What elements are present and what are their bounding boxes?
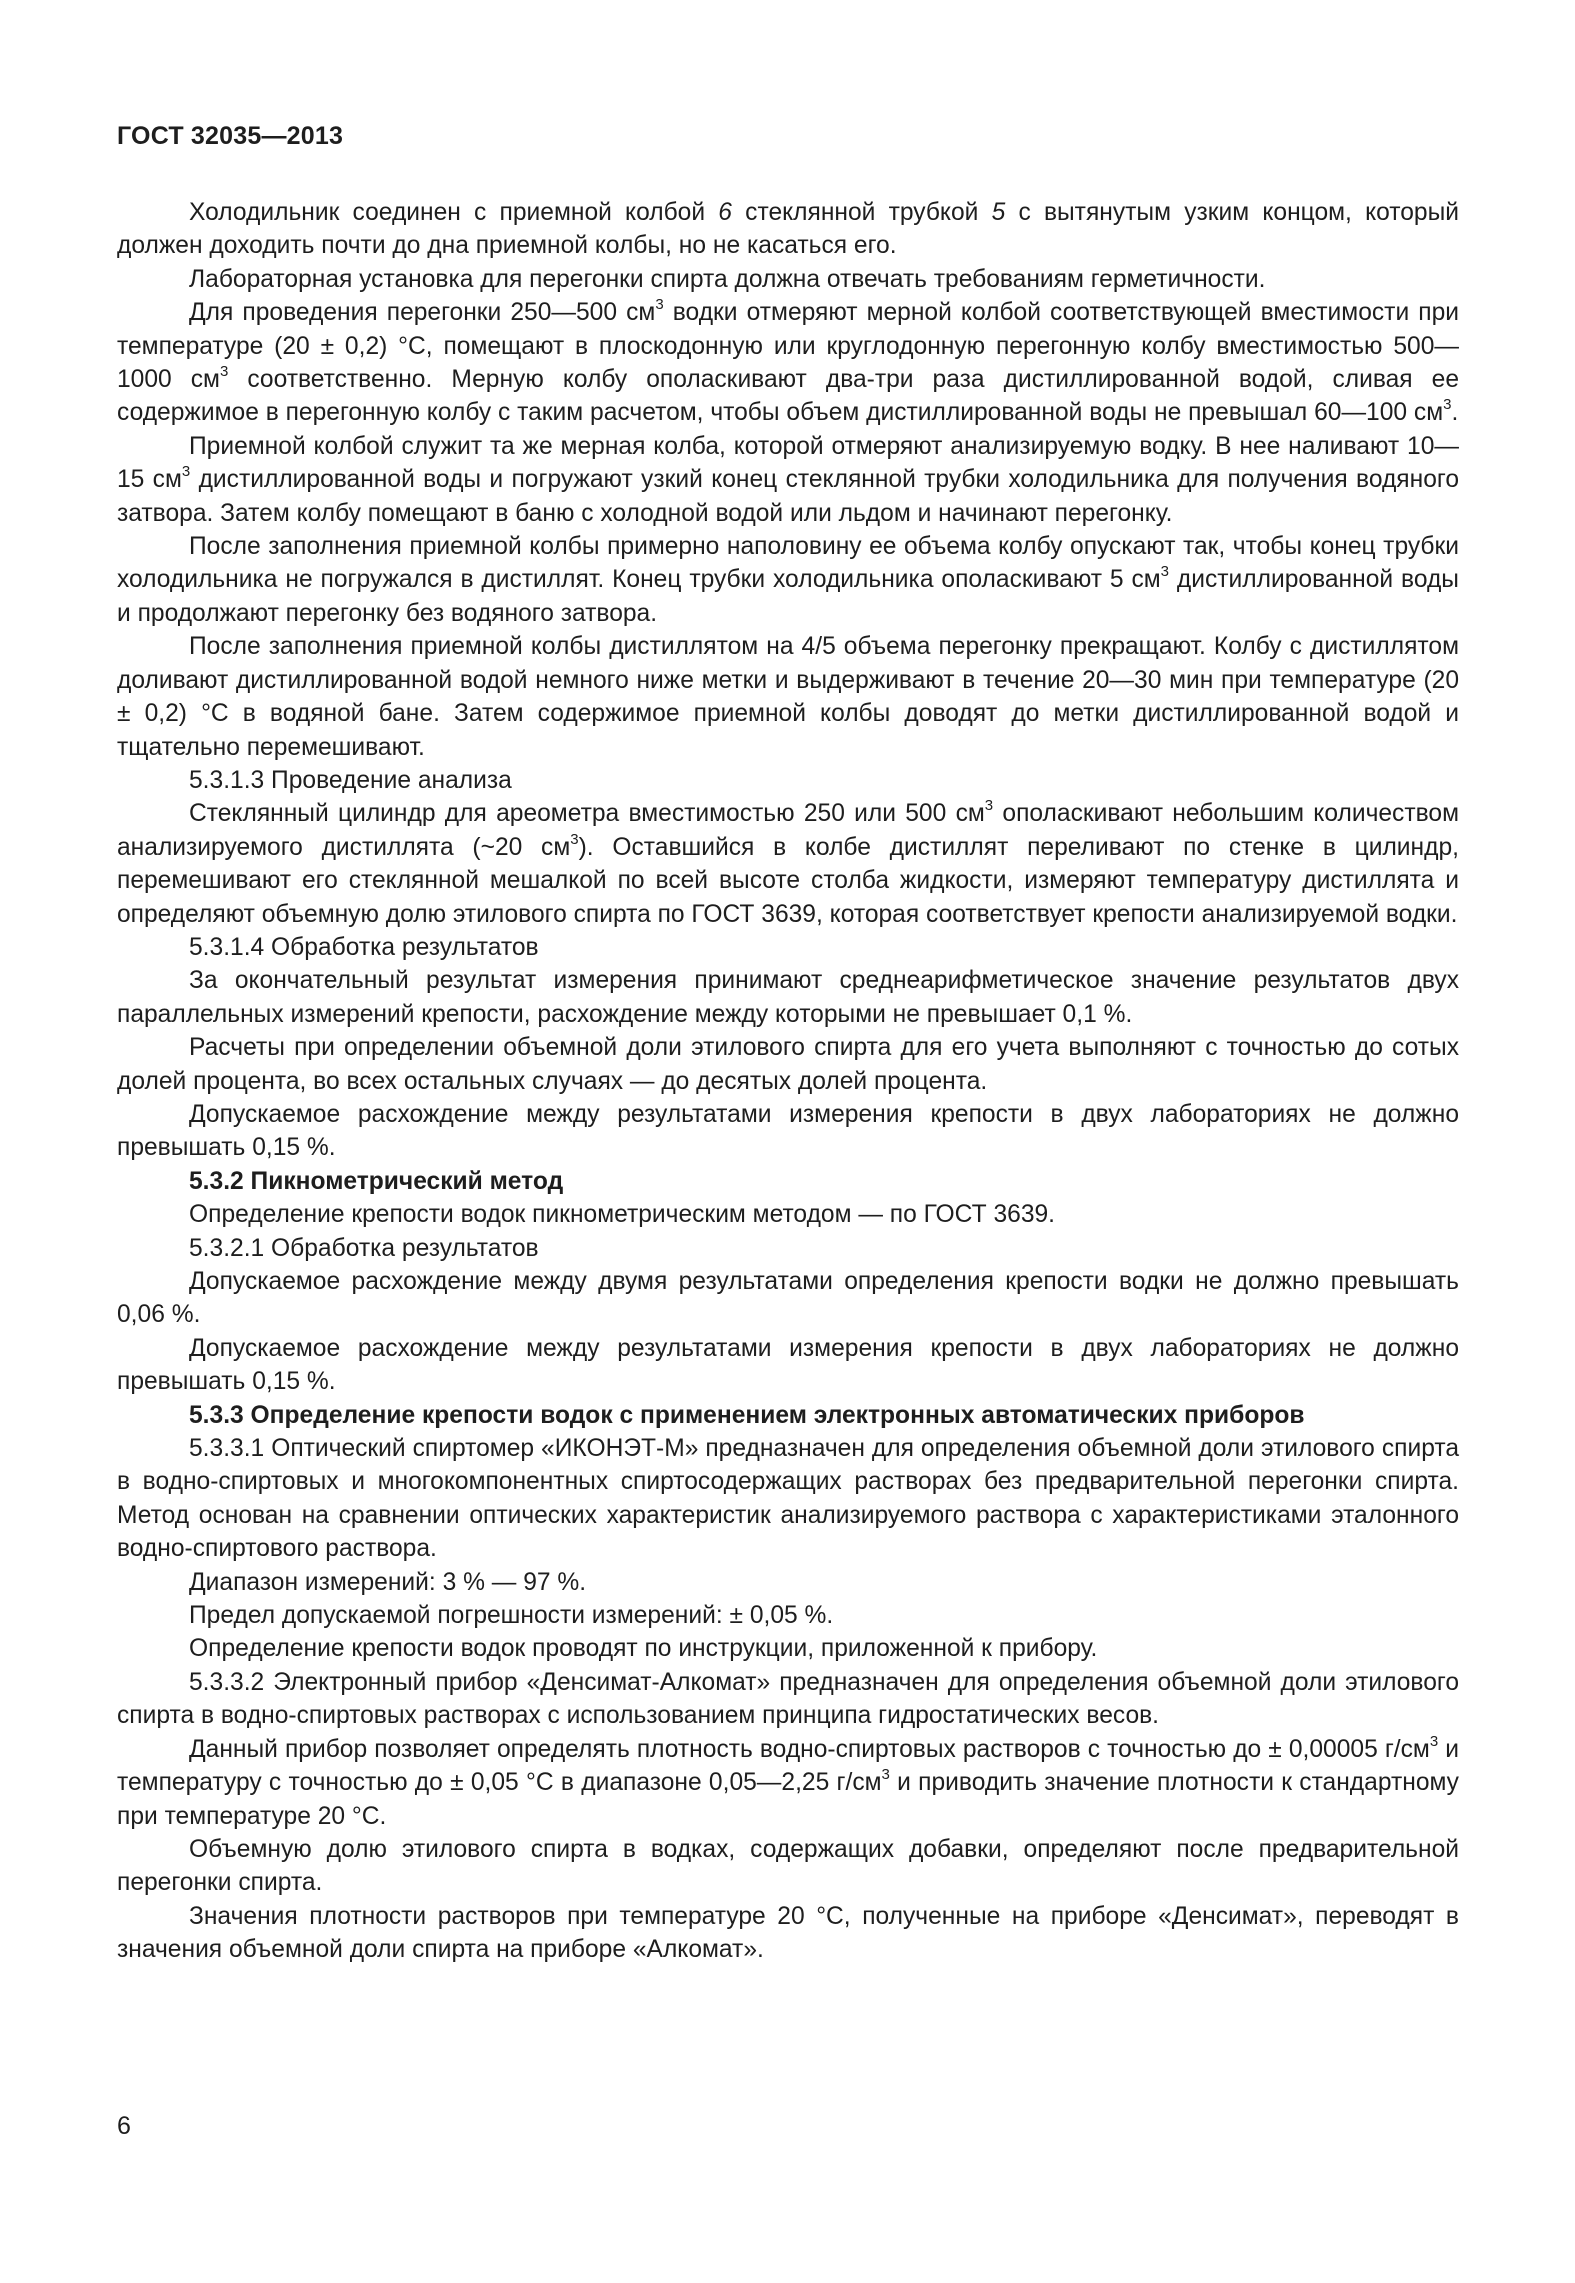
text-run: и приводить значение плотности к стандартному при температуре 20 °С. xyxy=(117,1769,1459,1830)
body-paragraph xyxy=(117,430,1459,530)
body-paragraph xyxy=(117,1432,1459,1566)
document-code-header: ГОСТ 32035—2013 xyxy=(117,122,344,150)
body-paragraph xyxy=(117,1332,1459,1399)
text-run: . xyxy=(1451,399,1459,427)
text-run: ополаскивают небольшим количеством анализируемого дистиллята (~20 см xyxy=(117,800,1459,861)
text-run: Предел допускаемой погрешности измерений: ± 0,05 %. xyxy=(189,1602,834,1630)
body-paragraph xyxy=(117,296,1459,430)
body-paragraph xyxy=(117,1031,1459,1098)
text-run: Расчеты при определении объемной доли этилового спирта для его учета выполняют с точностью до сотых долей процента, во всех остальных случаях — до десятых долей процента. xyxy=(117,1034,1459,1095)
italic-ref-number: 5 xyxy=(991,199,1006,226)
body-paragraph xyxy=(117,263,1459,296)
text-run: дистиллированной воды и продолжают перегонку без водяного затвора. xyxy=(117,566,1459,627)
superscript: 3 xyxy=(181,463,191,481)
superscript: 3 xyxy=(655,296,664,314)
text-run: Приемной колбой служит та же мерная колба, которой отмеряют анализируемую водку. В нее наливают 10—15 см xyxy=(117,432,1459,494)
section-heading xyxy=(117,1399,1459,1432)
text-run: дистиллированной воды и погружают узкий конец стеклянной трубки холодильника для получения водяного затвора. Затем колбу помещают в баню с холодной водой или льдом и начинают перегонку. xyxy=(117,466,1459,527)
text-run: 5.3.2 Пикнометрический метод xyxy=(189,1167,564,1195)
text-run: соответственно. Мерную колбу ополаскивают два-три раза дистиллированной водой, сливая ее содержимое в перегонную колбу с таким расчетом, чтобы объем дистиллированной воды не превышал 60—100 см xyxy=(117,366,1459,427)
text-run: с вытянутым узким концом, который должен доходить почти до дна приемной колбы, но не касаться его. xyxy=(117,199,1460,260)
body-paragraph xyxy=(117,630,1459,764)
superscript: 3 xyxy=(984,797,994,815)
body-paragraph xyxy=(117,1632,1459,1665)
text-run: Для проведения перегонки 250—500 см xyxy=(189,299,656,327)
italic-ref-number: 6 xyxy=(718,199,732,226)
body-paragraph xyxy=(117,1566,1459,1599)
superscript: 3 xyxy=(1443,396,1452,414)
text-run: Лабораторная установка для перегонки спирта должна отвечать требованиям герметичности. xyxy=(189,265,1266,293)
body-paragraph xyxy=(117,964,1459,1031)
text-run: 5.3.1.4 Обработка результатов xyxy=(189,933,539,961)
text-run: Значения плотности растворов при температуре 20 °С, полученные на приборе «Денсимат», переводят в значения объемной доли спирта на приборе «Алкомат». xyxy=(117,1902,1459,1964)
text-run: За окончательный результат измерения принимают среднеарифметическое значение результатов двух параллельных измерений крепости, расхождение между которыми не превышает 0,1 %. xyxy=(117,967,1459,1028)
text-run: 5.3.3.2 Электронный прибор «Денсимат-Алкомат» предназначен для определения объемной доли этилового спирта в водно-спиртовых растворах с использованием принципа гидростатических весов. xyxy=(117,1668,1459,1730)
text-run: Стеклянный цилиндр для ареометра вместимостью 250 или 500 см xyxy=(189,800,985,828)
text-run: Холодильник соединен с приемной колбой xyxy=(189,199,719,226)
text-run: Данный прибор позволяет определять плотность водно-спиртовых растворов с точностью до ± 0,00005 г/см xyxy=(189,1735,1430,1763)
body-paragraph xyxy=(117,530,1459,630)
document-body xyxy=(117,196,1459,1967)
text-run: Допускаемое расхождение между двумя результатами определения крепости водки не должно превышать 0,06 %. xyxy=(117,1268,1459,1329)
superscript: 3 xyxy=(1160,563,1170,581)
superscript: 3 xyxy=(881,1765,890,1783)
text-run: Объемную долю этилового спирта в водках, содержащих добавки, определяют после предварительной перегонки спирта. xyxy=(117,1835,1459,1897)
text-run: 5.3.1.3 Проведение анализа xyxy=(189,766,512,794)
body-paragraph xyxy=(117,1833,1459,1900)
text-run: стеклянной трубкой xyxy=(731,199,992,226)
body-paragraph xyxy=(117,1098,1459,1165)
page-number: 6 xyxy=(117,2112,131,2140)
text-run: Допускаемое расхождение между результатами измерения крепости в двух лабораториях не должно превышать 0,15 %. xyxy=(117,1100,1459,1162)
superscript: 3 xyxy=(570,830,579,848)
body-paragraph xyxy=(117,1265,1459,1332)
superscript: 3 xyxy=(219,362,229,380)
body-paragraph xyxy=(117,196,1459,263)
text-run: и температуру с точностью до ± 0,05 °С в диапазоне 0,05—2,25 г/см xyxy=(117,1735,1459,1797)
text-run: Определение крепости водок проводят по инструкции, приложенной к прибору. xyxy=(189,1635,1098,1663)
body-paragraph xyxy=(117,1599,1459,1632)
text-run: 5.3.3 Определение крепости водок с применением электронных автоматических приборов xyxy=(189,1401,1305,1429)
body-paragraph xyxy=(117,764,1459,797)
body-paragraph xyxy=(117,1666,1459,1733)
text-run: водки отмеряют мерной колбой соответствующей вместимости при температуре (20 ± 0,2) °С, помещают в плоскодонную или круглодонную перегонную колбу вместимостью 500—1000 см xyxy=(117,299,1460,394)
body-paragraph xyxy=(117,1733,1459,1833)
body-paragraph xyxy=(117,1900,1459,1967)
text-run: Допускаемое расхождение между результатами измерения крепости в двух лабораториях не должно превышать 0,15 %. xyxy=(117,1334,1459,1396)
superscript: 3 xyxy=(1429,1732,1439,1750)
body-paragraph xyxy=(117,1198,1459,1231)
text-run: Диапазон измерений: 3 % — 97 %. xyxy=(189,1568,587,1596)
body-paragraph xyxy=(117,1232,1459,1265)
text-run: После заполнения приемной колбы дистиллятом на 4/5 объема перегонку прекращают. Колбу с дистиллятом доливают дистиллированной водой немного ниже метки и выдерживают в течение 20—30 мин при температуре (20 ± 0,2) °С в водяной бане. Затем содержимое приемной колбы доводят до метки дистиллированной водой и тщательно перемешивают. xyxy=(117,633,1459,761)
text-run: ). Оставшийся в колбе дистиллят переливают по стенке в цилиндр, перемешивают его стеклянной мешалкой по всей высоте столба жидкости, измеряют температуру дистиллята и определяют объемную долю этилового спирта по ГОСТ 3639, которая соответствует крепости анализируемой водки. xyxy=(117,833,1459,928)
text-run: После заполнения приемной колбы примерно наполовину ее объема колбу опускают так, чтобы конец трубки холодильника не погружался в дистиллят. Конец трубки холодильника ополаскивают 5 см xyxy=(117,533,1459,594)
text-run: 5.3.3.1 Оптический спиртомер «ИКОНЭТ-М» предназначен для определения объемной доли этилового спирта в водно-спиртовых и многокомпонентных спиртосодержащих растворах без предварительной перегонки спирта. Метод основан на сравнении оптических характеристик анализируемого раствора с характеристиками эталонного водно-спиртового раствора. xyxy=(117,1435,1459,1563)
text-run: Определение крепости водок пикнометрическим методом — по ГОСТ 3639. xyxy=(189,1201,1056,1229)
body-paragraph xyxy=(117,797,1459,931)
text-run: 5.3.2.1 Обработка результатов xyxy=(189,1234,539,1262)
body-paragraph xyxy=(117,931,1459,964)
section-heading xyxy=(117,1165,1459,1198)
